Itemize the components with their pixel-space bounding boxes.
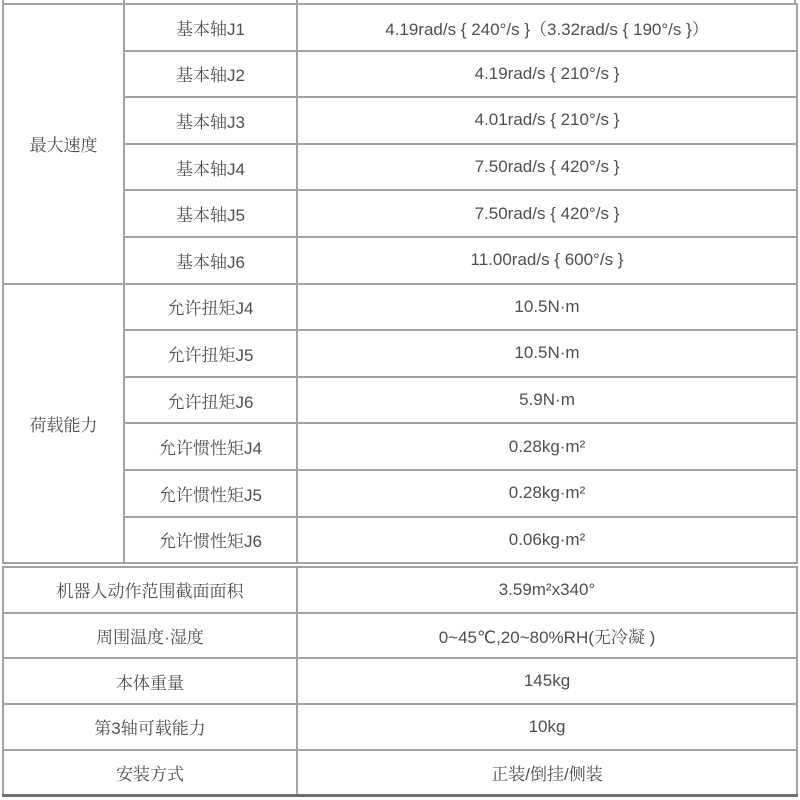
spec-name-cell: 第3轴可载能力 (3, 704, 297, 750)
spec-name-cell: 允许惯性矩J5 (124, 470, 297, 517)
spec-name-cell: 基本轴J1 (124, 4, 297, 51)
spec-value-cell: 0.28kg·m² (297, 423, 797, 470)
spec-value-cell: 5.9N·m (297, 377, 797, 424)
spec-name-cell: 机器人动作范围截面面积 (3, 567, 297, 613)
spec-value-cell: 0.28kg·m² (297, 470, 797, 517)
spec-name-cell: 本体重量 (3, 658, 297, 704)
grid-stub-left (2, 0, 4, 3)
spec-value-cell: 4.19rad/s { 240°/s }（3.32rad/s { 190°/s }） (297, 4, 797, 51)
spec-name-cell: 安装方式 (3, 750, 297, 796)
table-row (3, 750, 797, 796)
spec-name-cell: 允许扭矩J6 (124, 377, 297, 424)
spec-name-cell: 允许惯性矩J6 (124, 517, 297, 564)
spec-table (2, 0, 796, 797)
table-row (3, 4, 797, 51)
spec-value-cell: 10.5N·m (297, 330, 797, 377)
spec-group-cell: 荷载能力 (3, 284, 124, 564)
table-row (3, 284, 797, 331)
spec-value-cell: 145kg (297, 658, 797, 704)
spec-table-simple (2, 566, 798, 797)
spec-value-cell: 10kg (297, 704, 797, 750)
table-top-cutoff (2, 0, 796, 3)
spec-value-cell: 0~45℃,20~80%RH(无冷凝 ) (297, 613, 797, 659)
grid-stub-col1 (123, 0, 125, 3)
spec-name-cell: 基本轴J5 (124, 190, 297, 237)
spec-value-cell: 3.59m²x340° (297, 567, 797, 613)
spec-table-grouped (2, 3, 798, 564)
spec-name-cell: 周围温度·湿度 (3, 613, 297, 659)
spec-value-cell: 0.06kg·m² (297, 517, 797, 564)
spec-group-cell: 最大速度 (3, 4, 124, 284)
spec-value-cell: 10.5N·m (297, 284, 797, 331)
table-row (3, 704, 797, 750)
spec-value-cell: 7.50rad/s { 420°/s } (297, 144, 797, 191)
spec-name-cell: 允许惯性矩J4 (124, 423, 297, 470)
spec-name-cell: 基本轴J3 (124, 97, 297, 144)
table-row (3, 613, 797, 659)
table-row (3, 567, 797, 613)
spec-name-cell: 基本轴J2 (124, 51, 297, 98)
spec-name-cell: 基本轴J4 (124, 144, 297, 191)
spec-name-cell: 允许扭矩J5 (124, 330, 297, 377)
spec-value-cell: 4.19rad/s { 210°/s } (297, 51, 797, 98)
spec-name-cell: 基本轴J6 (124, 237, 297, 284)
spec-value-cell: 4.01rad/s { 210°/s } (297, 97, 797, 144)
spec-value-cell: 7.50rad/s { 420°/s } (297, 190, 797, 237)
grid-stub-col2 (296, 0, 298, 3)
spec-name-cell: 允许扭矩J4 (124, 284, 297, 331)
table-row (3, 658, 797, 704)
grid-stub-right (794, 0, 796, 3)
spec-value-cell: 正装/倒挂/侧装 (297, 750, 797, 796)
spec-value-cell: 11.00rad/s { 600°/s } (297, 237, 797, 284)
